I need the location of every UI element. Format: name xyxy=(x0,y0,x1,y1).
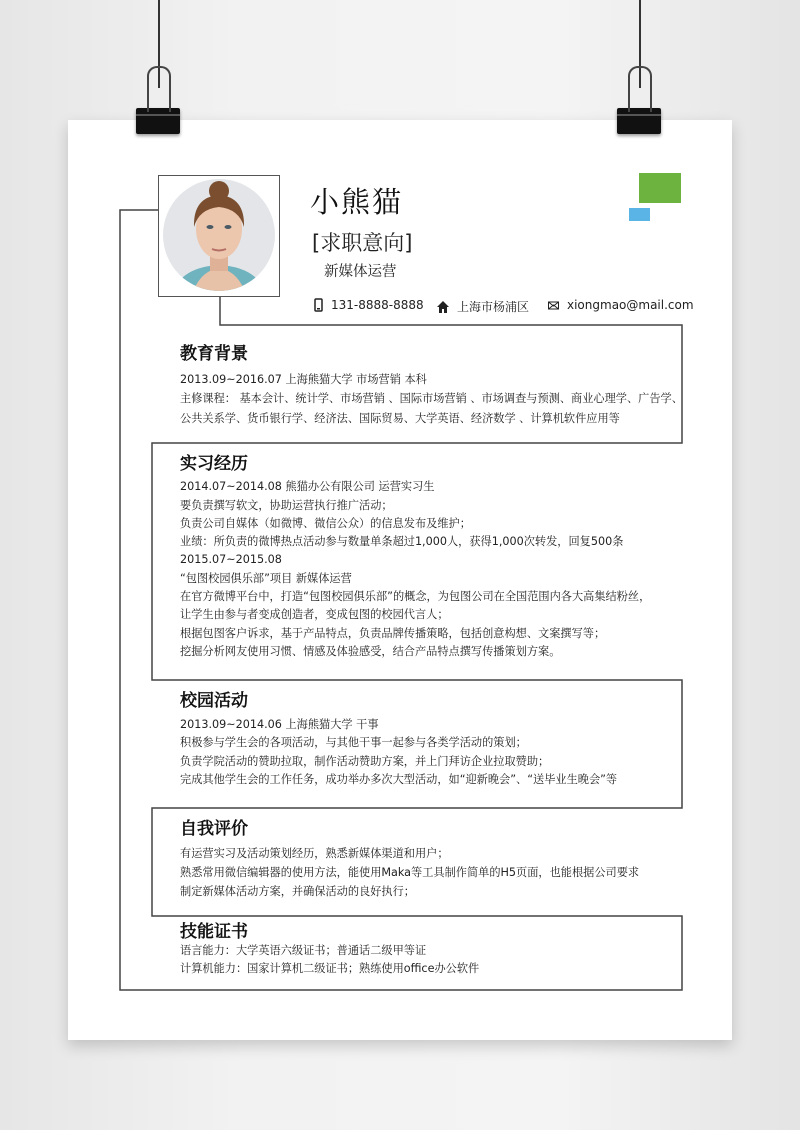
section-line: 2013.09~2016.07 上海熊猫大学 市场营销 本科 xyxy=(180,372,427,386)
phone-icon xyxy=(314,298,323,312)
section-line: 业绩：所负责的微博热点活动参与数量单条超过1,000人，获得1,000次转发，回复500条 xyxy=(180,535,624,549)
section-line: 制定新媒体活动方案，并确保活动的良好执行； xyxy=(180,885,415,898)
section-line: 有运营实习及活动策划经历，熟悉新媒体渠道和用户； xyxy=(180,847,449,860)
contact-phone xyxy=(314,298,424,312)
section-line: 要负责撰写软文，协助运营执行推广活动； xyxy=(180,498,393,512)
section-line: 根据包图客户诉求，基于产品特点，负责品牌传播策略，包括创意构想、文案撰写等； xyxy=(180,626,606,640)
section-line: 语言能力：大学英语六级证书；普通话二级甲等证 xyxy=(180,944,427,957)
section-line: 熟悉常用微信编辑器的使用方法，能使用Maka等工具制作简单的H5页面，也能根据公司要求 xyxy=(180,866,640,879)
section-title: 技能证书 xyxy=(180,922,248,942)
section-line: 负责学院活动的赞助拉取，制作活动赞助方案，并上门拜访企业拉取赞助； xyxy=(180,754,550,768)
candidate-name: 小熊猫 xyxy=(310,185,404,219)
section-title: 教育背景 xyxy=(180,344,248,364)
section-education xyxy=(180,345,683,428)
section-line: “包图校园俱乐部”项目 新媒体运营 xyxy=(180,571,352,585)
address-text: 上海市杨浦区 xyxy=(457,300,530,314)
section-line: 积极参与学生会的各项活动，与其他干事一起参与各类学活动的策划； xyxy=(180,736,527,749)
section-line: 2014.07~2014.08 熊猫办公有限公司 运营实习生 xyxy=(180,480,435,494)
job-intent-label: [求职意向] xyxy=(312,231,413,255)
decor-green-square xyxy=(639,173,681,203)
job-intent-role: 新媒体运营 xyxy=(324,264,397,280)
mail-icon xyxy=(548,301,559,310)
contact-address xyxy=(437,298,529,315)
section-line: 2015.07~2015.08 xyxy=(180,553,282,567)
section-internship xyxy=(180,455,650,661)
contact-email xyxy=(548,298,694,312)
section-line: 完成其他学生会的工作任务，成功举办多次大型活动，如“迎新晚会”、“送毕业生晚会”等 xyxy=(180,773,618,786)
section-line: 公共关系学、货币银行学、经济法、国际贸易、大学英语、经济数学 、计算机软件应用等 xyxy=(180,411,620,425)
section-line: 2013.09~2014.06 上海熊猫大学 干事 xyxy=(180,717,379,731)
section-title: 自我评价 xyxy=(180,819,248,839)
phone-number: 131-8888-8888 xyxy=(331,298,424,312)
section-line: 在官方微博平台中，打造“包图校园俱乐部”的概念，为包图公司在全国范围内各大高集结粉丝， xyxy=(180,590,651,604)
avatar xyxy=(163,179,275,291)
section-line: 负责公司自媒体（如微博、微信公众）的信息发布及维护； xyxy=(180,516,471,530)
section-line: 主修课程： 基本会计、统计学、市场营销 、国际市场营销 、市场调查与预测、商业心理学、广告学、 xyxy=(180,392,683,405)
section-skills-certificates xyxy=(180,923,479,978)
section-line: 计算机能力：国家计算机二级证书；熟练使用office办公软件 xyxy=(180,962,480,975)
section-title: 实习经历 xyxy=(180,454,248,474)
decor-blue-square xyxy=(629,208,650,221)
profile-photo-frame xyxy=(158,175,280,297)
section-line: 让学生由参与者变成创造者，变成包图的校园代言人； xyxy=(180,608,449,622)
section-line: 挖掘分析网友使用习惯、情感及体验感受，结合产品特点撰写传播策划方案。 xyxy=(180,644,561,658)
section-title: 校园活动 xyxy=(180,691,248,711)
section-campus-activities xyxy=(180,692,617,790)
section-self-evaluation xyxy=(180,820,639,901)
home-icon xyxy=(437,301,449,313)
email-address: xiongmao@mail.com xyxy=(567,298,694,312)
